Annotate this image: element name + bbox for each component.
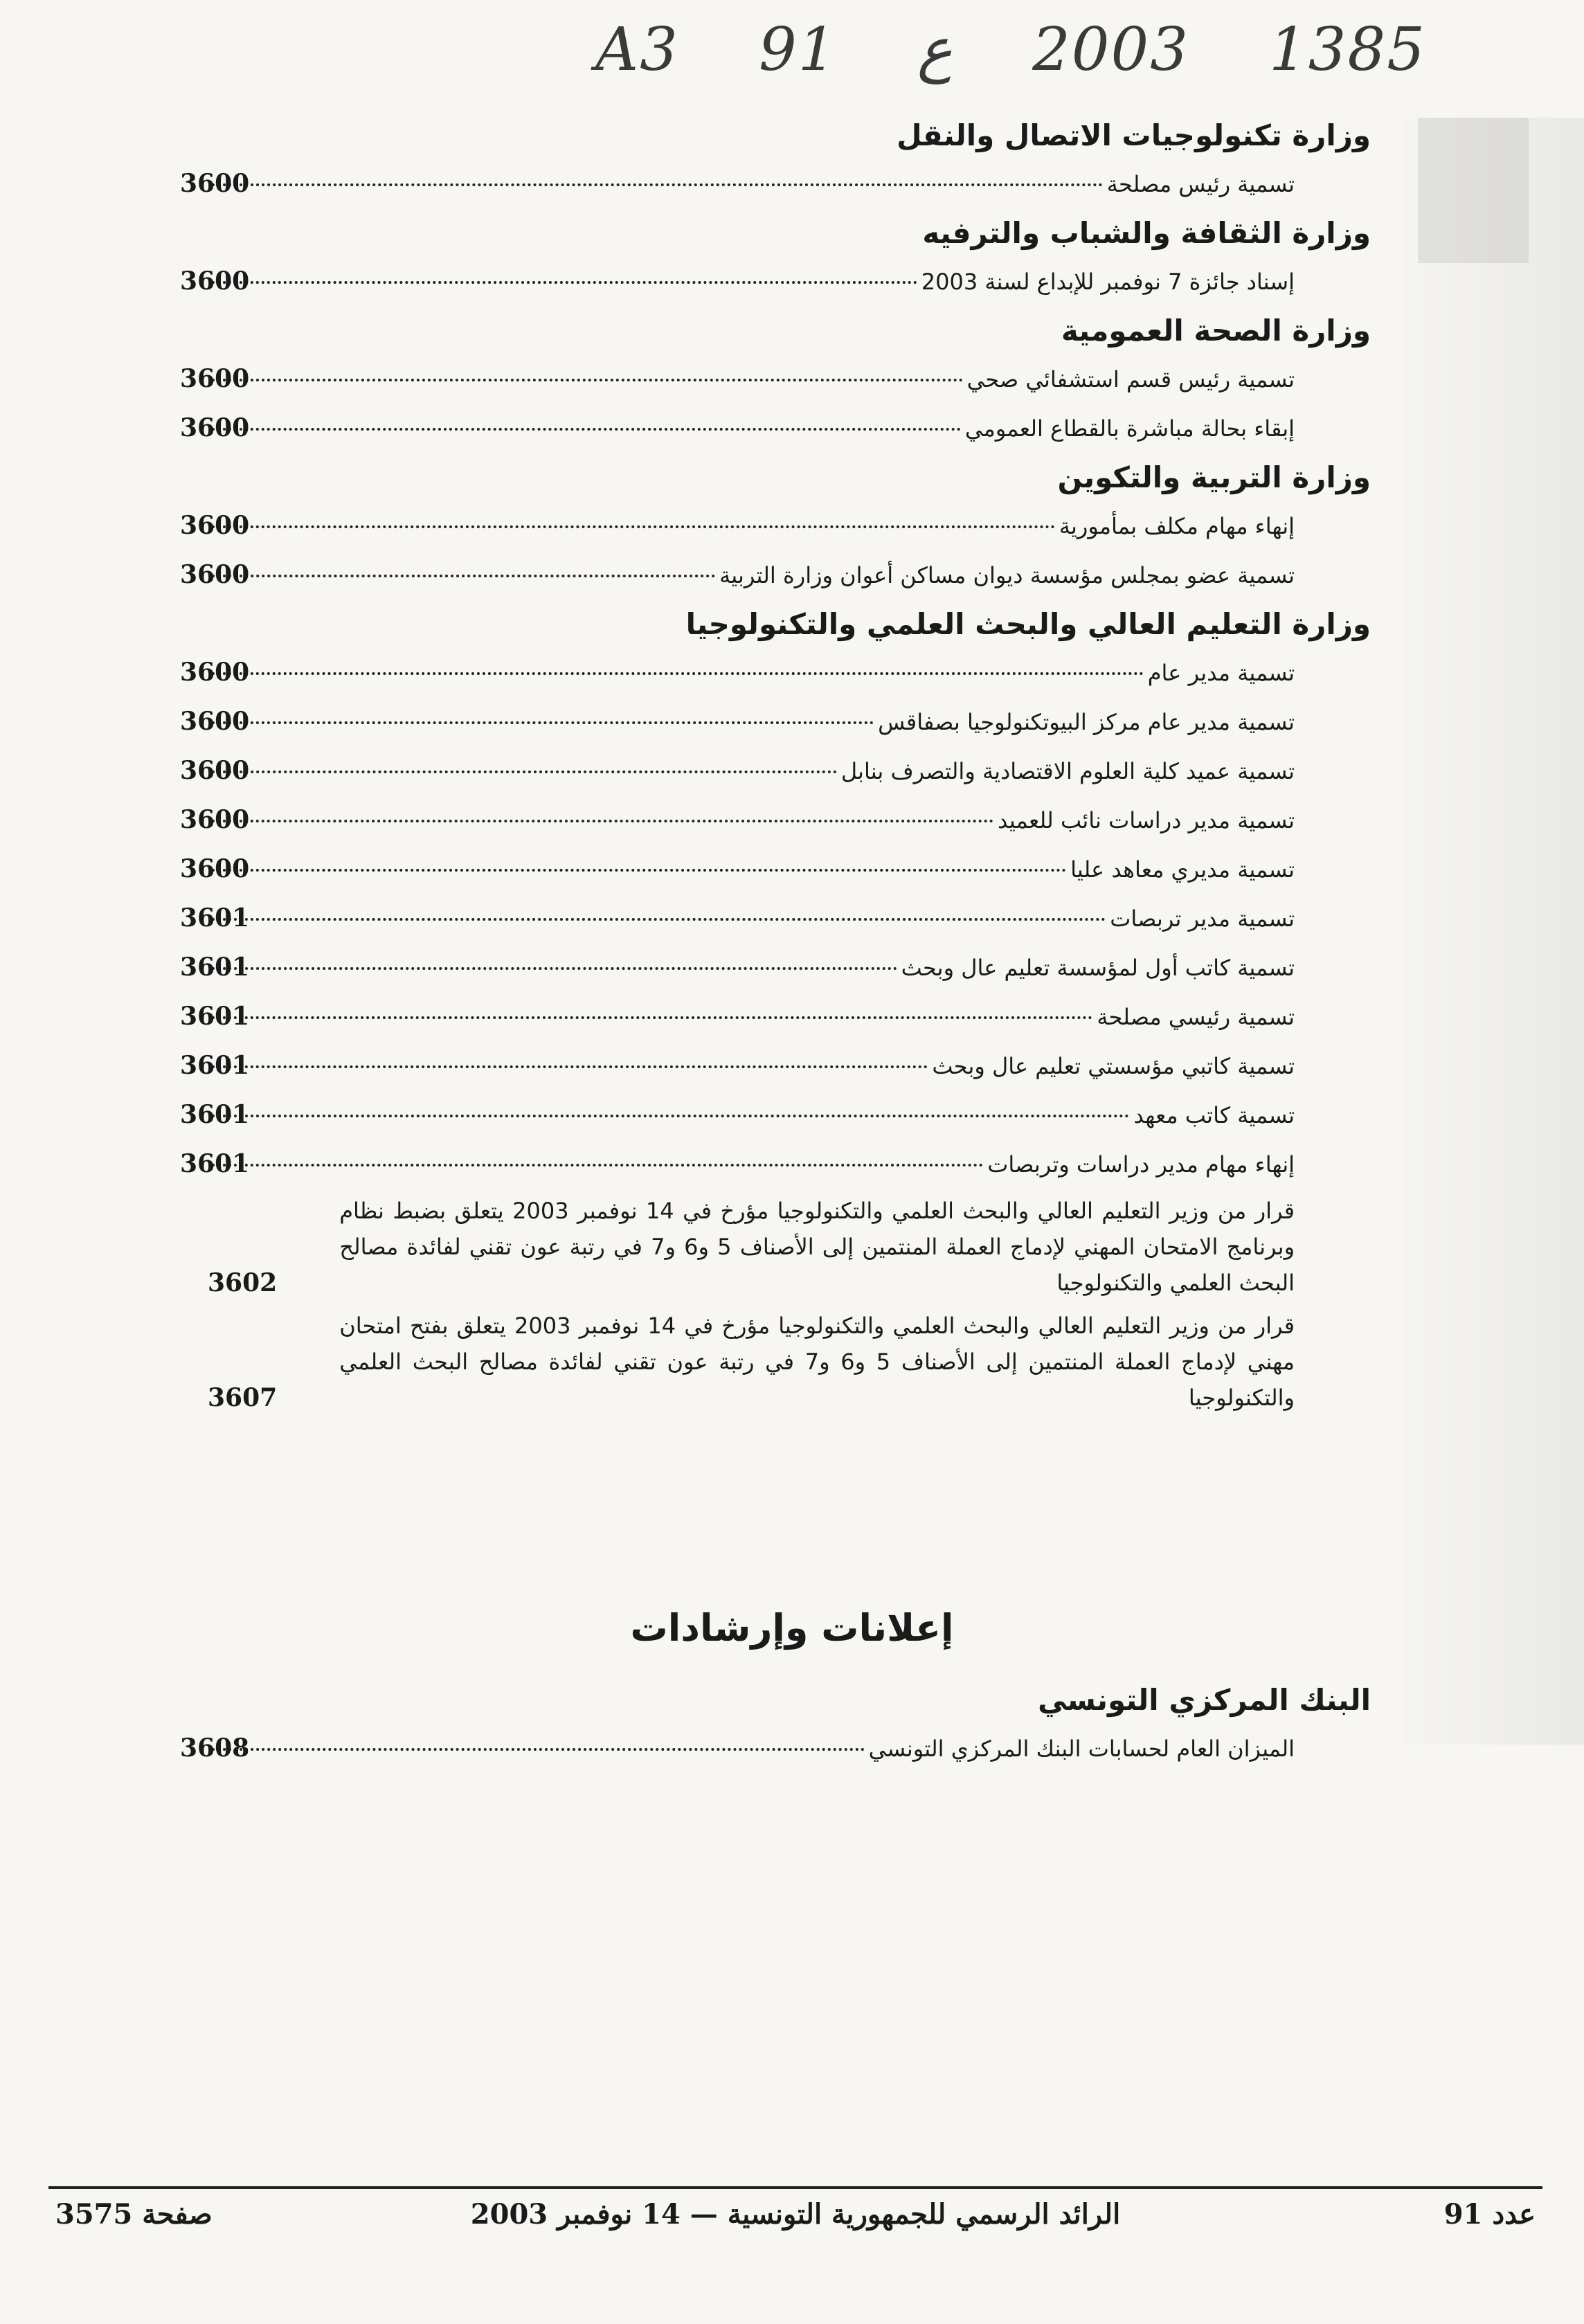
entry-label: تسمية مدير عام [1147,660,1295,686]
handwritten-note [595,15,1426,91]
toc-entry[interactable]: إسناد جائزة 7 نوفمبر للإبداع لسنة 2003 3600 [208,257,1371,306]
entry-label: تسمية رئيس مصلحة [1106,171,1295,197]
entry-label: تسمية مدير عام مركز البيوتكنولوجيا بصفاقس [878,709,1295,735]
note-part: ع [917,15,953,84]
toc-entry[interactable]: تسمية كاتبي مؤسستي تعليم عال وبحث 3601 [208,1041,1371,1090]
toc-entry[interactable]: تسمية رئيس مصلحة 3600 [208,159,1371,208]
page-footer [48,2198,1542,2246]
toc-entry[interactable]: تسمية عضو بمجلس مؤسسة ديوان مساكن أعوان وزارة التربية 3600 [208,550,1371,600]
section-title: البنك المركزي التونسي [1038,1683,1371,1717]
dot-leader [212,820,993,822]
dot-leader [212,672,1144,675]
page-bleed-through [1404,118,1584,1745]
table-of-contents [180,111,1371,1423]
entry-label: إنهاء مهام مكلف بمأمورية [1059,513,1295,539]
page-label: صفحة 3575 [55,2198,213,2231]
toc-entry[interactable]: تسمية كاتب معهد 3601 [208,1090,1371,1140]
entry-label: الميزان العام لحسابات البنك المركزي التونسي [868,1736,1295,1762]
note-part: A3 [595,15,679,84]
toc-entry[interactable]: تسمية مدير عام 3600 [208,648,1371,697]
decree-text: قرار من وزير التعليم العالي والبحث العلمي والتكنولوجيا مؤرخ في 14 نوفمبر 2003 يتعلق بفتح امتحان مهني لإدماج العملة المنتمين إلى الأصناف 5 و6 و7 في رتبة عون تقني لفائدة مصالح البحث العلمي والتكنولوجيا [339,1313,1295,1411]
toc-entry[interactable]: تسمية كاتب أول لمؤسسة تعليم عال وبحث 3601 [208,943,1371,992]
dot-leader [212,428,961,431]
dot-leader [212,281,917,284]
entry-label: تسمية عميد كلية العلوم الاقتصادية والتصرف بنابل [840,758,1295,784]
toc-entry[interactable]: تسمية مديري معاهد عليا 3600 [208,845,1371,894]
toc-entry[interactable]: تسمية رئيسي مصلحة 3601 [208,992,1371,1041]
entry-label: إنهاء مهام مدير دراسات وتربصات [987,1151,1295,1178]
toc-entry[interactable]: تسمية عميد كلية العلوم الاقتصادية والتصرف بنابل 3600 [208,746,1371,795]
ministry-section [180,208,1371,306]
dot-leader [212,918,1106,921]
announcements-title: إعلانات وإرشادات [630,1606,954,1650]
decree-text: قرار من وزير التعليم العالي والبحث العلمي والتكنولوجيا مؤرخ في 14 نوفمبر 2003 يتعلق بضبط نظام وبرنامج الامتحان المهني لإدماج العملة المنتمين إلى الأصناف 5 و6 و7 في رتبة عون تقني لفائدة مصالح البحث العلمي والتكنولوجيا [339,1198,1295,1296]
toc-entry[interactable]: تسمية مدير عام مركز البيوتكنولوجيا بصفاقس 3600 [208,697,1371,746]
page-number: 3602 [208,1268,278,1297]
entry-label: إسناد جائزة 7 نوفمبر للإبداع لسنة 2003 [921,269,1295,295]
dot-leader [212,1748,865,1751]
dot-leader [212,771,837,773]
page-number: 3607 [208,1383,278,1412]
bank-section [180,1675,1371,1773]
entry-label: تسمية كاتب أول لمؤسسة تعليم عال وبحث [901,955,1295,981]
ministry-section [180,600,1371,1416]
issue-number: عدد 91 [1443,2198,1536,2231]
entry-label: تسمية رئيس قسم استشفائي صحي [966,366,1295,393]
toc-entry[interactable]: إنهاء مهام مدير دراسات وتربصات 3601 [208,1140,1371,1189]
section-title: وزارة الثقافة والشباب والترفيه [922,216,1371,250]
entry-label: إبقاء بحالة مباشرة بالقطاع العمومي [964,415,1295,442]
dot-leader [212,525,1055,528]
toc-entry[interactable]: تسمية مدير تربصات 3601 [208,894,1371,943]
journal-title: الرائد الرسمي للجمهورية التونسية — 14 نوفمبر 2003 [470,2198,1121,2231]
toc-entry[interactable]: إبقاء بحالة مباشرة بالقطاع العمومي 3600 [208,404,1371,453]
dot-leader [212,575,715,577]
entry-label: تسمية مدير دراسات نائب للعميد [998,807,1295,834]
note-part: 1385 [1269,15,1426,84]
ministry-section [180,306,1371,453]
dot-leader [212,721,874,724]
dot-leader [212,1016,1092,1019]
section-title: وزارة التعليم العالي والبحث العلمي والتكنولوجيا [685,607,1371,641]
entry-label: تسمية عضو بمجلس مؤسسة ديوان مساكن أعوان وزارة التربية [719,562,1295,588]
section-title: وزارة الصحة العمومية [1061,314,1371,348]
bleed-box [1418,118,1529,263]
dot-leader [212,1115,1129,1117]
entry-label: تسمية رئيسي مصلحة [1097,1004,1295,1030]
ministry-section [180,111,1371,208]
dot-leader [212,967,897,970]
dot-leader [212,183,1103,186]
section-title: وزارة التربية والتكوين [1057,460,1371,494]
toc-entry[interactable]: تسمية رئيس قسم استشفائي صحي 3600 [208,354,1371,404]
section-title: وزارة تكنولوجيات الاتصال والنقل [897,118,1371,152]
entry-label: تسمية مديري معاهد عليا [1070,856,1295,883]
dot-leader [212,1065,928,1068]
toc-entry[interactable]: الميزان العام لحسابات البنك المركزي التونسي 3608 [208,1724,1371,1773]
dot-leader [212,1164,983,1166]
entry-label: تسمية مدير تربصات [1110,906,1295,932]
dot-leader [212,379,963,381]
note-part: 91 [758,15,838,84]
entry-label: تسمية كاتب معهد [1133,1102,1295,1128]
entry-label: تسمية كاتبي مؤسستي تعليم عال وبحث [932,1053,1295,1079]
toc-entry[interactable]: تسمية مدير دراسات نائب للعميد 3600 [208,795,1371,845]
note-part: 2003 [1032,15,1189,84]
dot-leader [212,869,1066,872]
decree-entry[interactable] [208,1308,1371,1416]
toc-entry[interactable]: إنهاء مهام مكلف بمأمورية 3600 [208,501,1371,550]
ministry-section [180,453,1371,600]
decree-entry[interactable] [208,1193,1371,1301]
footer-divider [48,2186,1542,2189]
